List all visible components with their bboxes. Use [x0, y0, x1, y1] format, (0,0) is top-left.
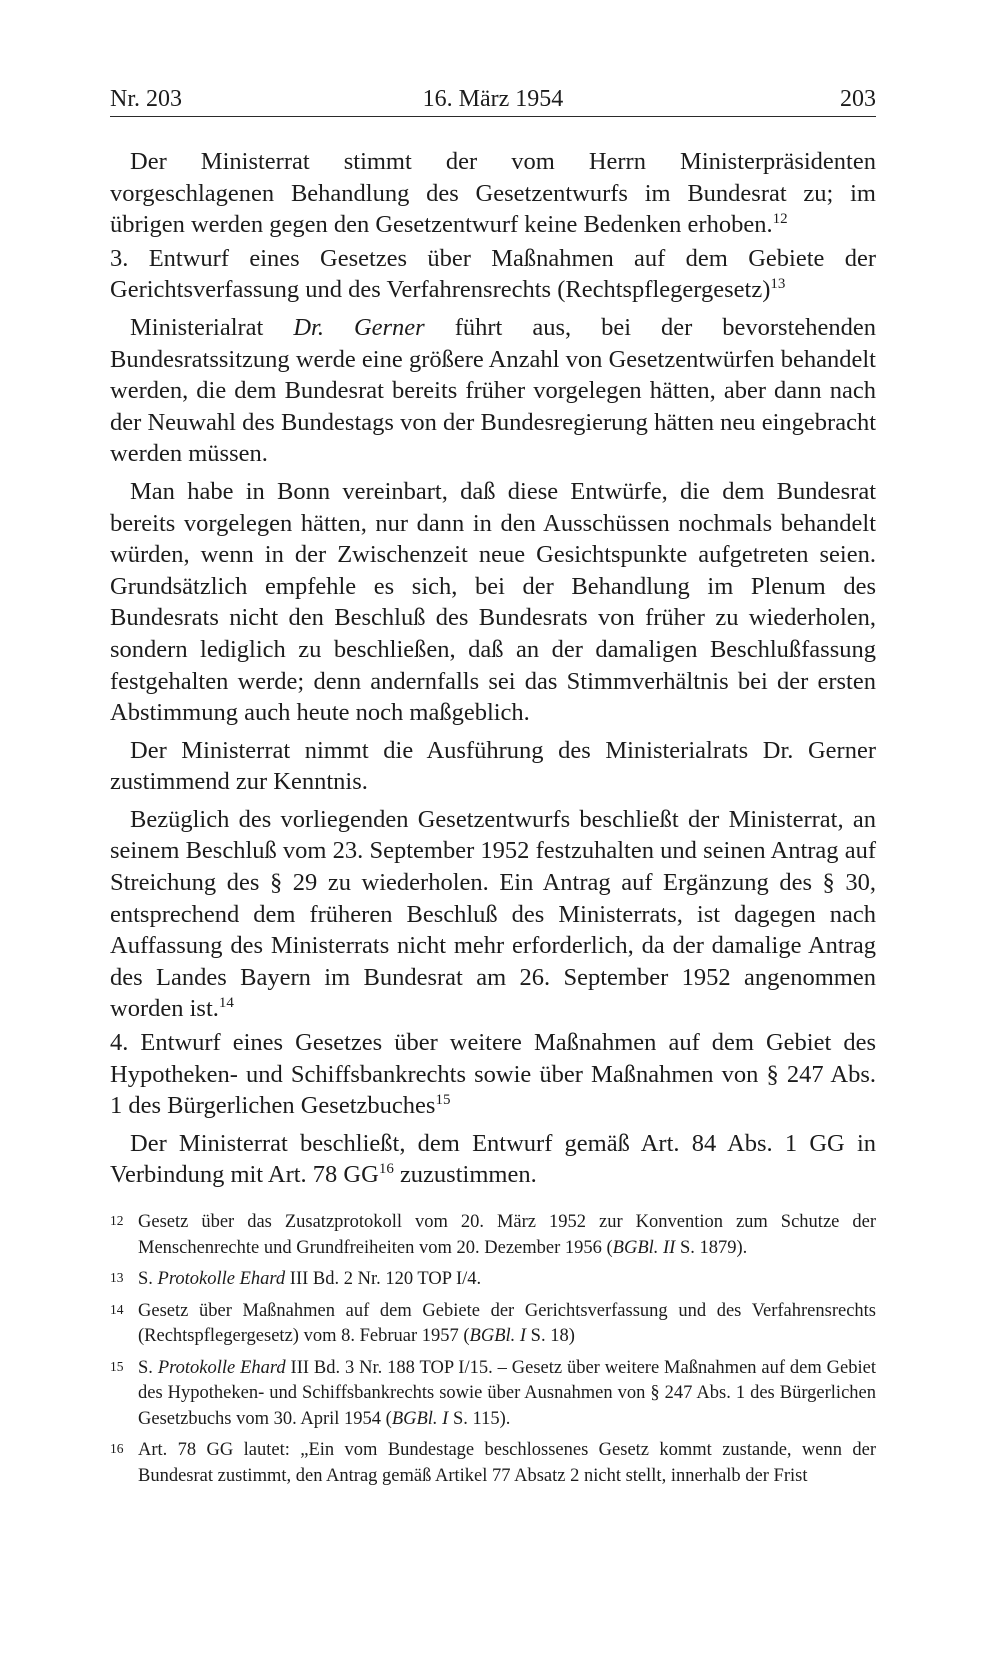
footnote-text: Art. 78 GG lautet: „Ein vom Bundestage beschlossenes Gesetz kommt zustande, wenn der Bundesrat zustimmt, den Antrag gemäß Artikel 77 Absatz 2 nicht stellt, innerhalb der Frist: [138, 1440, 876, 1486]
paragraph-text: Der Ministerrat beschließt, dem Entwurf gemäß Art. 84 Abs. 1 GG in Verbindung mit Art. 78 GG: [110, 1129, 876, 1189]
footnote-number: 14: [110, 1301, 124, 1317]
main-text: [110, 146, 876, 1193]
footnote-reference: 14: [218, 995, 234, 1012]
footnote-number: 13: [110, 1270, 124, 1285]
header-rule: [110, 116, 876, 117]
footnote: [110, 1267, 876, 1293]
paragraph: [110, 312, 876, 470]
citation-source: BGBl. II: [612, 1237, 676, 1258]
footnote-text: S. 18): [526, 1326, 575, 1346]
paragraph-text: führt aus, bei der bevorstehenden Bundesratssitzung werde eine größere Anzahl von Gesetzentwürfen behandelt werden, die dem Bundesrat bereits früher vorgelegen hätten, aber dann nach der Neuwahl des Bundestags von der Bundesregierung hätten neu eingebracht werden müssen.: [110, 313, 877, 468]
footnote-text: S.: [138, 1357, 158, 1378]
paragraph: [110, 804, 876, 1025]
paragraph: [110, 146, 876, 241]
footnote: [110, 1438, 876, 1489]
paragraph: [110, 735, 876, 798]
paragraph: [110, 476, 876, 729]
header-page-number: 203: [840, 86, 876, 112]
footnote-text: S. 1879).: [675, 1237, 748, 1258]
agenda-item-title: 3. Entwurf eines Gesetzes über Maßnahmen auf dem Gebiete der Gerichtsverfassung und des Verfahrensrechts (Rechtspflegergesetz): [110, 244, 876, 304]
agenda-item-title: 4. Entwurf eines Gesetzes über weitere Maßnahmen auf dem Gebiet des Hypotheken- und Schiffsbankrechts sowie über Maßnahmen von § 247 Abs. 1 des Bürgerlichen Gesetzbuches: [110, 1029, 876, 1120]
footnote-reference: 12: [772, 211, 788, 228]
footnote-number: 12: [110, 1213, 124, 1228]
agenda-item-3: [110, 243, 876, 306]
citation-source: Protokolle Ehard: [157, 1357, 286, 1378]
footnote-reference: 16: [378, 1161, 394, 1178]
paragraph-text: Der Ministerrat stimmt der vom Herrn Ministerpräsidenten vorgeschlagenen Behandlung des Gesetzentwurfs im Bundesrat zu; im übrigen werden gegen den Gesetzentwurf keine Bedenken erhoben.: [110, 148, 876, 239]
footnote-number: 16: [110, 1441, 124, 1456]
paragraph-text: Der Ministerrat nimmt die Ausführung des Ministerialrats Dr. Gerner zustimmend zur Kenntnis.: [110, 736, 876, 796]
footnote-number: 15: [110, 1358, 124, 1374]
citation-source: BGBl. I: [391, 1408, 449, 1429]
footnote-text: Gesetz über Maßnahmen auf dem Gebiete der Gerichtsverfassung und des Verfahrensrechts (Rechtspflegergesetz) vom 8. Februar 1957 (: [138, 1300, 876, 1346]
footnote-reference: 15: [435, 1092, 451, 1109]
footnote-text: Gesetz über das Zusatzprotokoll vom 20. März 1952 zur Konvention zum Schutze der Menschenrechte und Grundfreiheiten vom 20. Dezember 1956 (: [138, 1212, 876, 1258]
footnote-text: S.: [138, 1269, 158, 1289]
running-header: [110, 84, 876, 118]
paragraph-text: Ministerialrat: [130, 313, 294, 341]
paragraph-text: Bezüglich des vorliegenden Gesetzentwurfs beschließt der Ministerrat, an seinem Beschluß vom 23. September 1952 festzuhalten und seinen Antrag auf Streichung des § 29 zu wiederholen. Ein Antrag auf Ergänzung des § 30, entsprechend dem früheren Beschluß des Ministerrats, ist dagegen nach Auffassung des Ministerrats nicht mehr erforderlich, da der damalige Antrag des Landes Bayern im Bundesrat am 26. September 1952 angenommen worden ist.: [110, 805, 876, 1023]
paragraph: [110, 1128, 876, 1191]
agenda-item-4: [110, 1027, 876, 1122]
header-document-number: Nr. 203: [110, 86, 182, 112]
footnotes: [110, 1210, 876, 1495]
person-name: Dr. Gerner: [293, 313, 425, 341]
citation-source: BGBl. I: [469, 1326, 527, 1346]
footnote: [110, 1299, 876, 1350]
citation-source: Protokolle Ehard: [157, 1269, 286, 1289]
footnote-text: S. 115).: [448, 1408, 511, 1429]
footnote: [110, 1356, 876, 1433]
footnote-reference: 13: [770, 276, 786, 293]
header-date: 16. März 1954: [422, 86, 564, 112]
footnote-text: III Bd. 3 Nr. 188 TOP I/15. – Gesetz über weitere Maßnahmen auf dem Gebiet des Hypotheken- und Schiffsbankrechts sowie über Ausnahmen von § 247 Abs. 1 des Bürgerlichen Gesetzbuchs vom 30. April 1954 (: [138, 1357, 876, 1429]
paragraph-text: Man habe in Bonn vereinbart, daß diese Entwürfe, die dem Bundesrat bereits vorgelegen hätten, nur dann in den Ausschüssen nochmals behandelt würden, wenn in der Zwischenzeit neue Gesichtspunkte aufgetreten seien. Grundsätzlich empfehle es sich, bei der Behandlung im Plenum des Bundesrats nicht den Beschluß des Bundesrats von früher zu wiederholen, sondern lediglich zu beschließen, daß an der damaligen Beschlußfassung festgehalten werde; denn andernfalls sei das Stimmverhältnis bei der ersten Abstimmung auch heute noch maßgeblich.: [110, 477, 876, 727]
paragraph-text: zuzustimmen.: [393, 1161, 537, 1189]
footnote-text: III Bd. 2 Nr. 120 TOP I/4.: [285, 1269, 482, 1289]
footnote: [110, 1210, 876, 1261]
